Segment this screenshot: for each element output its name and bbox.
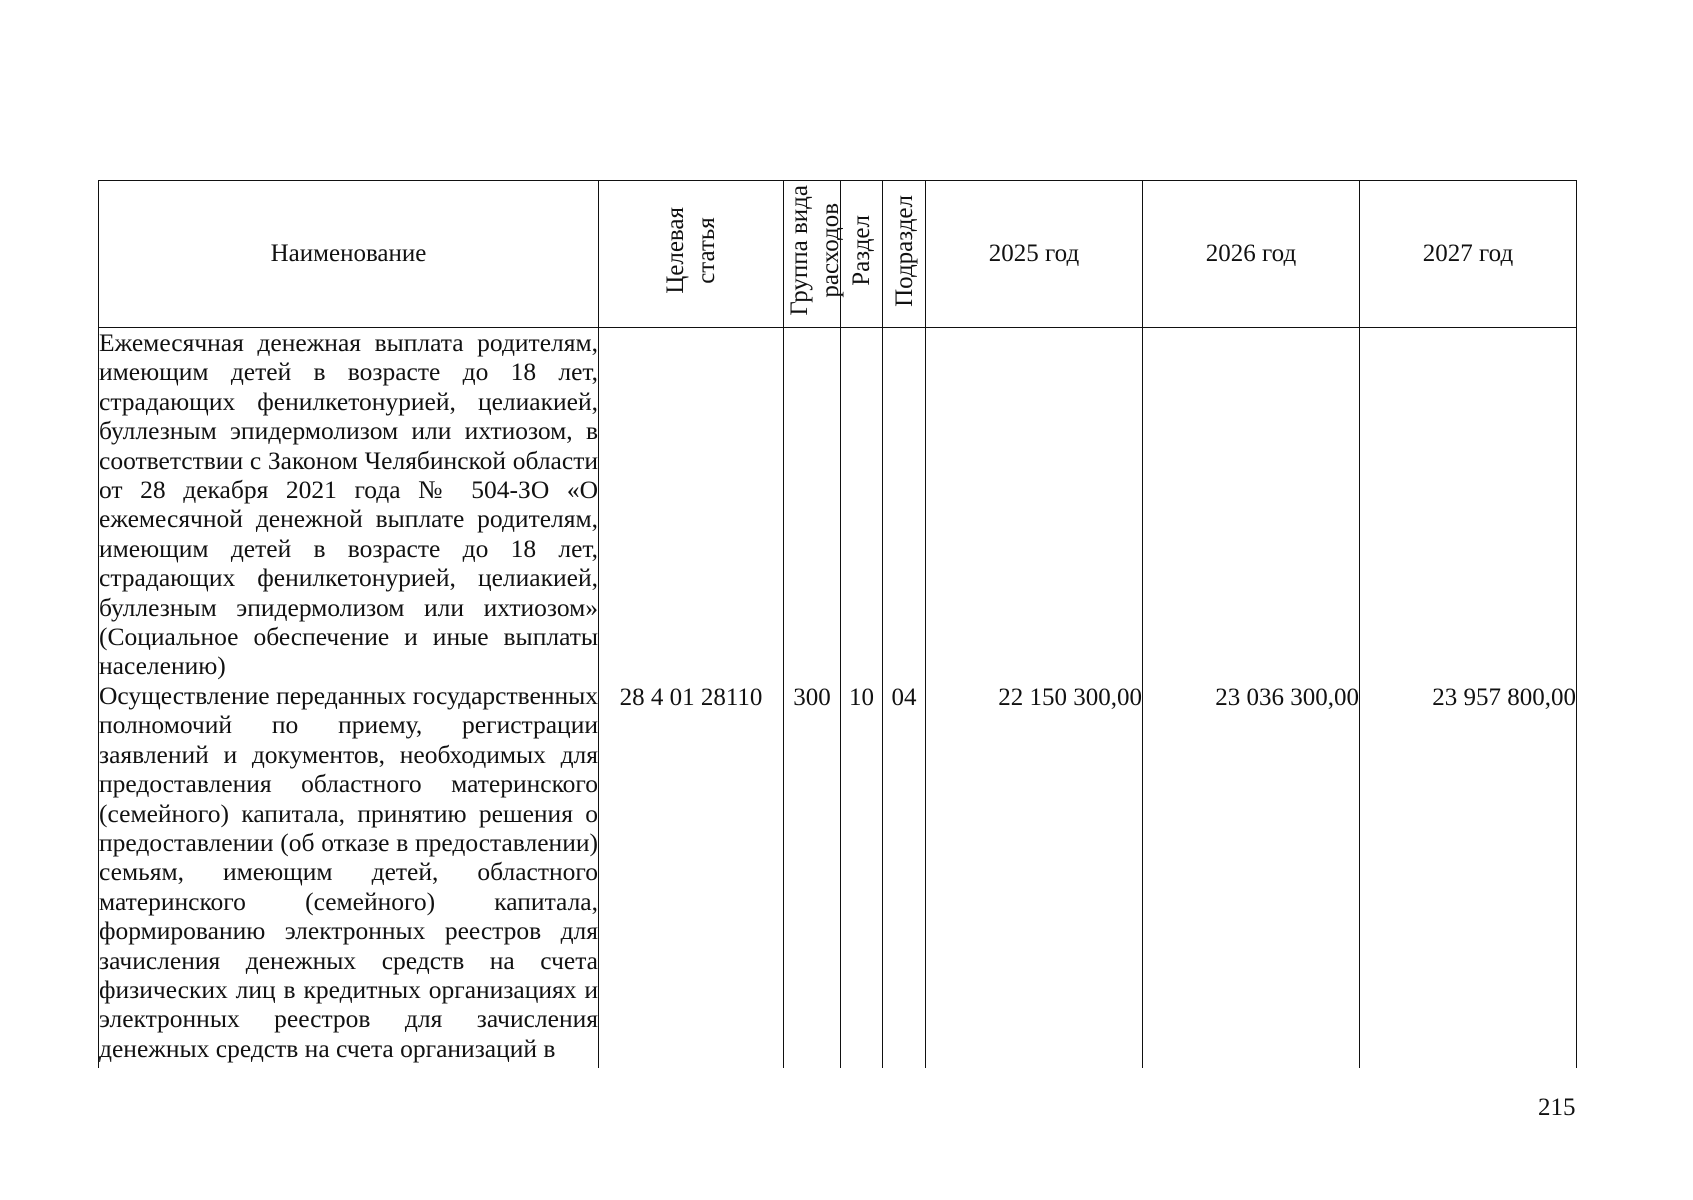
row-section: 10 xyxy=(841,328,883,1069)
budget-table xyxy=(98,180,1577,1068)
row-subsection: 04 xyxy=(883,328,926,1069)
row-amount-2025: 22 150 300,00 xyxy=(926,328,1143,1069)
row-expense-group: 300 xyxy=(784,328,841,1069)
header-year-2027: 2027 год xyxy=(1360,181,1577,328)
table-header-row xyxy=(99,181,1577,328)
row-name-part1: Ежемесячная денежная выплата родителям, имеющим детей в возрасте до 18 лет, страдающих фенилкетонурией, целиакией, буллезным эпидермолизом или ихтиозом, в соответствии с Законом Челябинской области от 28 декабря 2021 года № 504-ЗО «О ежемесячной денежной выплате родителям, имеющим детей в возрасте до 18 лет, страдающих фенилкетонурией, целиакией, буллезным эпидермолизом или ихтиозом» (Социальное обеспечение и иные выплаты населению) xyxy=(99,328,598,681)
header-target-article: Целевая статья xyxy=(599,181,784,328)
table-row xyxy=(99,328,1577,1069)
row-amount-2026: 23 036 300,00 xyxy=(1143,328,1360,1069)
header-year-2025: 2025 год xyxy=(926,181,1143,328)
header-section: Раздел xyxy=(841,181,883,328)
header-subsection: Подраздел xyxy=(883,181,926,328)
header-year-2026: 2026 год xyxy=(1143,181,1360,328)
header-expense-group: Группа вида расходов xyxy=(784,181,841,328)
page-number: 215 xyxy=(1538,1094,1576,1121)
header-name: Наименование xyxy=(99,181,599,328)
row-name-part2: Осуществление переданных государственных полномочий по приему, регистрации заявлений и документов, необходимых для предоставления областного материнского (семейного) капитала, принятию решения о предоставлении (об отказе в предоставлении) семьям, имеющим детей, областного материнского (семейного) капитала, формированию электронных реестров для зачисления денежных средств на счета физических лиц в кредитных организациях и электронных реестров для зачисления денежных средств на счета организаций в xyxy=(99,680,598,1063)
row-target-article: 28 4 01 28110 xyxy=(599,328,784,1069)
row-amount-2027: 23 957 800,00 xyxy=(1360,328,1577,1069)
row-name-cell xyxy=(99,328,599,1069)
